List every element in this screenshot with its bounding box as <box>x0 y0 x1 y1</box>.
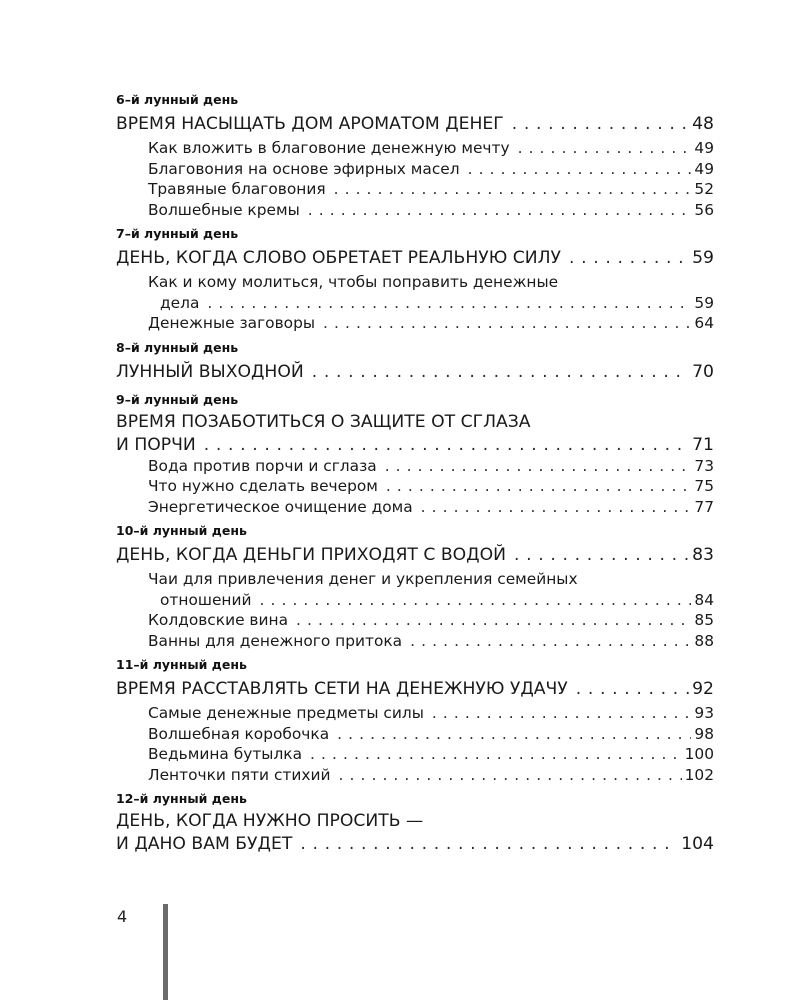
dot-leader <box>432 703 692 724</box>
page-ref: 71 <box>692 434 714 455</box>
subsection-entry[interactable] <box>116 159 714 180</box>
page-ref: 88 <box>694 631 714 650</box>
entry-title: Ленточки пяти стихий <box>148 765 331 784</box>
entry-title: отношений <box>160 590 252 609</box>
page-ref: 52 <box>694 180 714 198</box>
entry-title: ВРЕМЯ РАССТАВЛЯТЬ СЕТИ НА ДЕНЕЖНУЮ УДАЧУ <box>116 679 568 699</box>
lunar-day-heading: 11–й лунный день <box>116 657 247 672</box>
page-ref: 49 <box>694 159 714 178</box>
subsection-entry[interactable] <box>116 724 714 745</box>
dot-leader <box>569 244 689 272</box>
entry-title: ЛУННЫЙ ВЫХОДНОЙ <box>116 361 304 382</box>
entry-title: Волшебные кремы <box>148 200 300 219</box>
dot-leader <box>259 590 691 611</box>
dot-leader <box>296 610 691 631</box>
lunar-day-heading: 6–й лунный день <box>116 92 239 107</box>
entry-title: Благовония на основе эфирных масел <box>148 159 460 178</box>
page-ref: 93 <box>694 704 714 722</box>
entry-title: Вода против порчи и сглаза <box>148 456 377 475</box>
dot-leader <box>337 724 691 745</box>
dot-leader <box>300 833 678 855</box>
entry-title: Энергетическое очищение дома <box>148 497 413 516</box>
page-ref: 83 <box>692 545 714 565</box>
page-ref: 77 <box>694 497 714 516</box>
chapter-entry[interactable] <box>116 675 714 703</box>
entry-title: Что нужно сделать вечером <box>148 477 378 495</box>
page-ref: 48 <box>692 114 714 134</box>
entry-title: Как вложить в благовоние денежную мечту <box>148 139 510 157</box>
subsection-entry[interactable] <box>116 590 714 611</box>
entry-title: ДЕНЬ, КОГДА ДЕНЬГИ ПРИХОДЯТ С ВОДОЙ <box>116 545 506 565</box>
page-ref: 59 <box>694 293 714 312</box>
page-ref: 85 <box>694 611 714 629</box>
subsection-entry[interactable] <box>116 610 714 631</box>
dot-leader <box>308 200 692 221</box>
page-number: 4 <box>117 907 128 926</box>
entry-title: ДЕНЬ, КОГДА СЛОВО ОБРЕТАЕТ РЕАЛЬНУЮ СИЛУ <box>116 248 562 268</box>
dot-leader <box>334 179 692 200</box>
page-ref: 75 <box>694 477 714 495</box>
chapter-entry[interactable] <box>116 541 714 569</box>
table-of-contents <box>116 90 714 855</box>
subsection-entry[interactable] <box>116 476 714 497</box>
lunar-day-heading: 9–й лунный день <box>116 391 239 407</box>
page-ref: 100 <box>684 745 714 763</box>
chapter-entry-title-line: ДЕНЬ, КОГДА НУЖНО ПРОСИТЬ — <box>116 811 424 831</box>
page-ref: 73 <box>694 456 714 475</box>
dot-leader <box>410 631 691 652</box>
chapter-entry[interactable] <box>116 244 714 272</box>
dot-leader <box>512 110 689 138</box>
dot-leader <box>468 159 692 180</box>
subsection-entry[interactable] <box>116 313 714 334</box>
page-ref: 70 <box>692 361 714 382</box>
dot-leader <box>323 313 691 334</box>
entry-title: ВРЕМЯ НАСЫЩАТЬ ДОМ АРОМАТОМ ДЕНЕГ <box>116 114 504 134</box>
page-ref: 98 <box>694 724 714 743</box>
subsection-entry[interactable] <box>116 497 714 518</box>
margin-rule <box>163 904 168 1000</box>
entry-title: Колдовские вина <box>148 611 288 629</box>
subsection-entry[interactable] <box>116 765 714 786</box>
dot-leader <box>421 497 692 518</box>
entry-title: Травяные благовония <box>148 180 326 198</box>
dot-leader <box>386 476 692 497</box>
page-ref: 92 <box>692 679 714 699</box>
dot-leader <box>514 541 689 569</box>
chapter-entry[interactable] <box>116 833 714 855</box>
lunar-day-heading: 10–й лунный день <box>116 523 247 538</box>
chapter-entry[interactable] <box>116 110 714 138</box>
page-ref: 56 <box>694 200 714 219</box>
subsection-entry[interactable] <box>116 703 714 724</box>
subsection-entry[interactable] <box>116 179 714 200</box>
subsection-entry[interactable] <box>116 293 714 314</box>
subsection-entry[interactable] <box>116 631 714 652</box>
subsection-entry[interactable] <box>116 138 714 159</box>
lunar-day-heading: 8–й лунный день <box>116 339 239 355</box>
subsection-entry[interactable] <box>116 200 714 221</box>
entry-title: Волшебная коробочка <box>148 724 330 743</box>
dot-leader <box>204 434 689 456</box>
lunar-day-heading: 7–й лунный день <box>116 226 239 241</box>
dot-leader <box>312 358 689 386</box>
page-ref: 49 <box>694 139 714 157</box>
entry-title: Самые денежные предметы силы <box>148 704 424 722</box>
chapter-entry[interactable] <box>116 434 714 456</box>
subsection-entry[interactable] <box>116 744 714 765</box>
dot-leader <box>576 675 689 703</box>
dot-leader <box>518 138 692 159</box>
entry-title: дела <box>160 293 200 312</box>
lunar-day-heading: 12–й лунный день <box>116 791 247 806</box>
entry-title: Ведьмина бутылка <box>148 745 303 763</box>
subsection-entry[interactable] <box>116 456 714 477</box>
dot-leader <box>310 744 682 765</box>
page-ref: 104 <box>681 834 714 854</box>
page-ref: 64 <box>694 314 714 332</box>
entry-title: Ванны для денежного притока <box>148 631 403 650</box>
dot-leader <box>385 456 692 477</box>
chapter-entry[interactable] <box>116 358 714 386</box>
page-ref: 84 <box>694 590 714 609</box>
entry-title: И ПОРЧИ <box>116 434 196 455</box>
chapter-entry-title-line: ВРЕМЯ ПОЗАБОТИТЬСЯ О ЗАЩИТЕ ОТ СГЛАЗА <box>116 411 531 432</box>
dot-leader <box>339 765 682 786</box>
dot-leader <box>207 293 691 314</box>
page-ref: 59 <box>692 248 714 268</box>
entry-title: Денежные заговоры <box>148 314 315 332</box>
subsection-entry-title-line: Чаи для привлечения денег и укрепления семейных <box>148 570 578 588</box>
page-ref: 102 <box>684 765 714 784</box>
subsection-entry-title-line: Как и кому молиться, чтобы поправить денежные <box>148 273 559 291</box>
entry-title: И ДАНО ВАМ БУДЕТ <box>116 834 293 854</box>
